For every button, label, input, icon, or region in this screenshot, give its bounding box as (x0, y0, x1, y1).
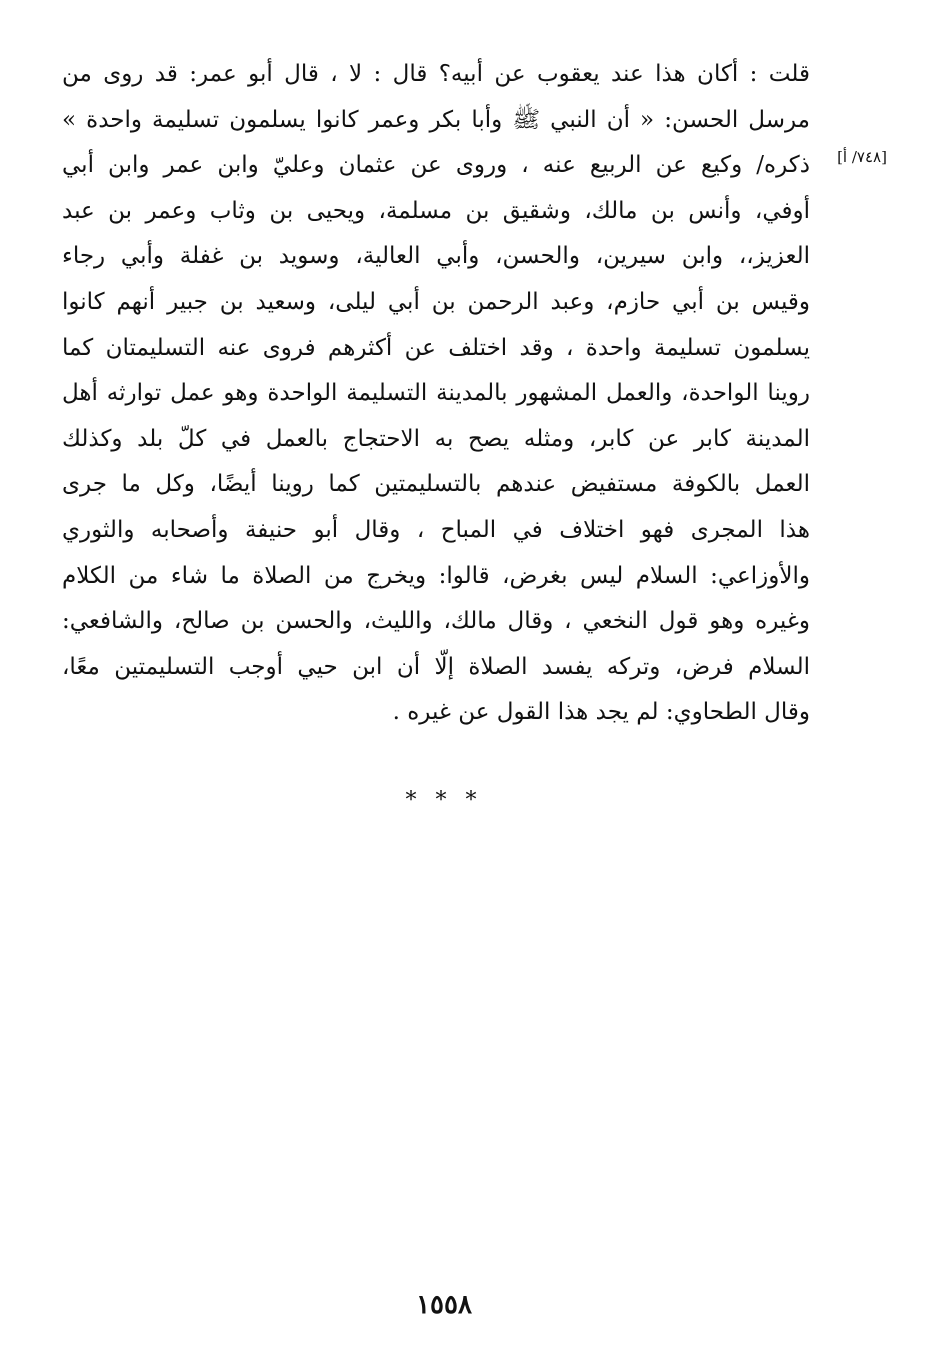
manuscript-folio-reference: [٧٤٨/ أ] (837, 148, 887, 166)
text-line: وقال الطحاوي: لم يجد هذا القول عن غيره . (392, 699, 810, 726)
text-line: يسلمون تسليمة واحدة ، وقد اختلف عن أكثرهم فروى عنه التسليمتان كما (62, 334, 810, 361)
text-line: مرسل الحسن: « أن النبي ﷺ وأبا بكر وعمر كانوا يسلمون تسليمة واحدة » (62, 106, 810, 133)
text-line: وقيس بن أبي حازم، وعبد الرحمن بن أبي ليلى، وسعيد بن جبير أنهم كانوا (62, 288, 810, 315)
text-line: قلت : أكان هذا عند يعقوب عن أبيه؟ قال : لا ، قال أبو عمر: قد روى من (62, 61, 810, 87)
text-line: أوفي، وأنس بن مالك، وشقيق بن مسلمة، ويحيى بن وثاب وعمر بن عبد (62, 197, 810, 224)
page-number: ١٥٥٨ (416, 1290, 472, 1320)
text-line: العزيز،، وابن سيرين، والحسن، وأبي العالية، وسويد بن غفلة وأبي رجاء (62, 243, 810, 270)
text-line: هذا المجرى فهو اختلاف في المباح ، وقال أبو حنيفة وأصحابه والثوري (62, 516, 810, 543)
text-line: وغيره وهو قول النخعي ، وقال مالك، والليث، والحسن بن صالح، والشافعي: (62, 608, 810, 635)
text-line: والأوزاعي: السلام ليس بغرض، قالوا: ويخرج من الصلاة ما شاء من الكلام (62, 562, 810, 589)
main-text-block (62, 52, 810, 736)
text-line: المدينة كابر عن كابر، ومثله يصح به الاحتجاج بالعمل في كلّ بلد وكذلك (62, 425, 810, 452)
text-line: روينا الواحدة، والعمل المشهور بالمدينة التسليمة الواحدة وهو عمل توارثه أهل (62, 380, 810, 407)
section-separator: * * * (405, 788, 483, 813)
text-line: السلام فرض، وتركه يفسد الصلاة إلّا أن ابن حيي أوجب التسليمتين معًا، (62, 653, 810, 680)
text-line: العمل بالكوفة مستفيض عندهم بالتسليمتين كما روينا أيضًا، وكل ما جرى (62, 471, 810, 498)
text-line: ذكره/ وكيع عن الربيع عنه ، وروى عن عثمان وعليّ وابن عمر وابن أبي (62, 152, 810, 179)
